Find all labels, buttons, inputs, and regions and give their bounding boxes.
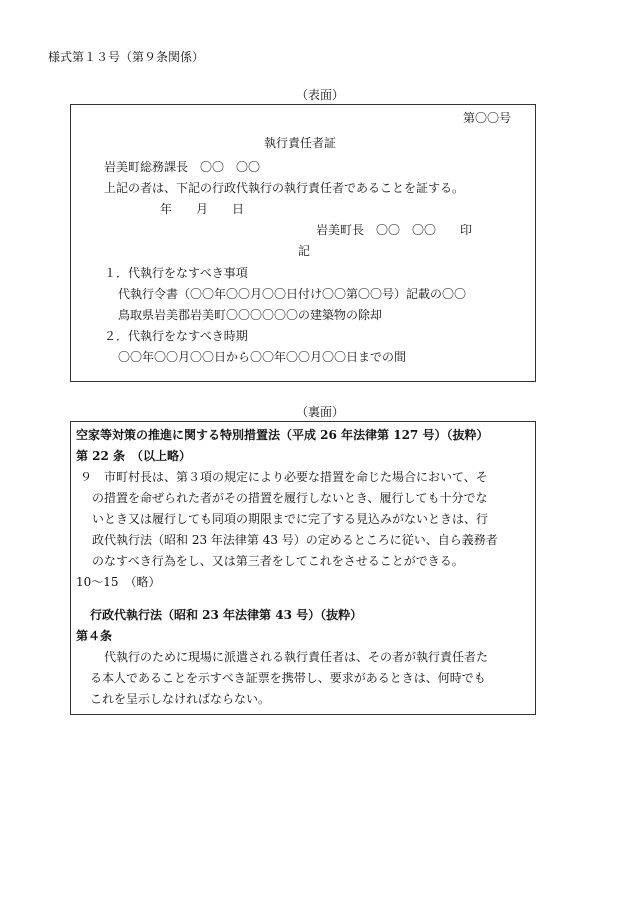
article4-line3: これを呈示しなければならない。 <box>90 692 271 706</box>
item2-title: ２．代執行をなすべき時期 <box>104 329 248 343</box>
certification-statement: 上記の者は、下記の行政代執行の執行責任者であることを証する。 <box>104 181 465 195</box>
back-heading: （裏面） <box>296 405 345 419</box>
item1-line1: 代執行令書（〇〇年〇〇月〇〇日付け〇〇第〇〇号）記載の〇〇 <box>118 287 467 301</box>
paragraph9-line1: ９ 市町村長は、第３項の規定により必要な措置を命じた場合において、そ <box>80 470 488 484</box>
certificate-number: 第〇〇号 <box>463 111 512 125</box>
law1-article: 第 22 条 （以上略） <box>76 449 192 463</box>
law2-title: 行政代執行法（昭和 23 年法律第 43 号）（抜粋） <box>90 608 363 622</box>
paragraph9-line2: の措置を命ぜられた者がその措置を履行しないとき、履行しても十分でな <box>92 491 488 505</box>
law2-article: 第４条 <box>76 629 113 643</box>
law1-title: 空家等対策の推進に関する特別措置法（平成 26 年法律第 127 号）（抜粋） <box>76 428 489 442</box>
paragraph9-line3: いとき又は履行しても同項の期限までに完了する見込みがないときは、行 <box>92 512 489 526</box>
paragraph10-15: 10～15 （略） <box>76 575 161 589</box>
article4-line1: 代執行のために現場に派遣される執行責任者は、その者が執行責任者た <box>104 650 489 664</box>
holder-name: 岩美町総務課長 〇〇 〇〇 <box>104 160 261 174</box>
issue-date: 年 月 日 <box>160 202 245 216</box>
item1-title: １．代執行をなすべき事項 <box>104 266 248 280</box>
front-heading: （表面） <box>296 88 345 102</box>
ki-note-mark: 記 <box>298 244 311 258</box>
certificate-title: 執行責任者証 <box>264 136 337 150</box>
issuer-signature: 岩美町長 〇〇 〇〇 印 <box>316 223 473 237</box>
paragraph9-line5: のなすべき行為をし、又は第三者をしてこれをさせることができる。 <box>92 554 464 568</box>
item2-line1: 〇〇年〇〇月〇〇日から〇〇年〇〇月〇〇日までの間 <box>118 350 407 364</box>
paragraph9-line4: 政代執行法（昭和 23 年法律第 43 号）の定めるところに従い、自ら義務者 <box>92 533 498 547</box>
article4-line2: る本人であることを示すべき証票を携帯し、要求があるときは、何時でも <box>90 671 486 685</box>
item1-line2: 鳥取県岩美郡岩美町〇〇〇〇〇〇の建築物の除却 <box>118 308 383 322</box>
form-number: 様式第１３号（第９条関係） <box>48 50 205 64</box>
